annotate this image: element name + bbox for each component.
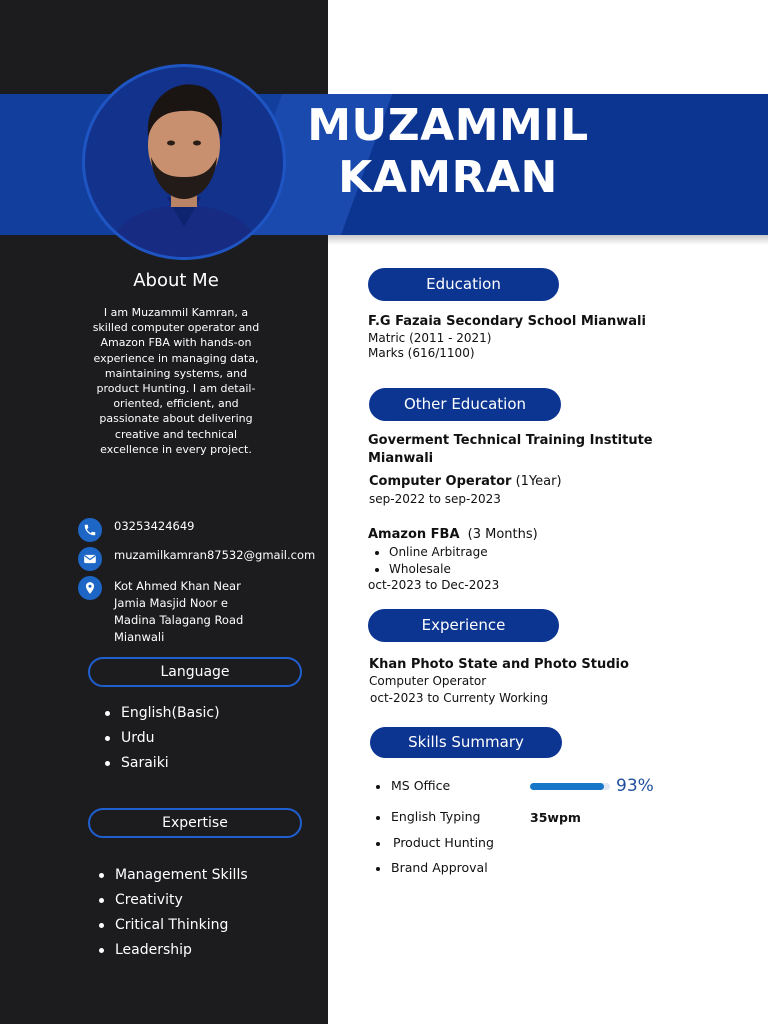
company-name: Khan Photo State and Photo Studio	[369, 657, 629, 672]
course-dates: sep-2022 to sep-2023	[369, 492, 501, 506]
name-first: MUZAMMIL	[307, 100, 589, 151]
phone-icon	[78, 518, 102, 542]
name-last: KAMRAN	[338, 152, 558, 203]
skill-progress-bar	[530, 783, 610, 790]
skill-label: Brand Approval	[391, 860, 488, 875]
job-role: Computer Operator	[369, 674, 487, 688]
address-line: Kot Ahmed Khan Near	[114, 579, 241, 593]
list-item: Wholesale	[369, 562, 488, 579]
other-education-heading: Other Education	[369, 388, 561, 421]
expertise-heading: Expertise	[88, 808, 302, 838]
language-list	[103, 703, 220, 778]
language-heading: Language	[88, 657, 302, 687]
expertise-list	[97, 865, 248, 965]
banner-shadow	[328, 235, 768, 245]
address-line: Mianwali	[114, 630, 165, 644]
skill-progress-fill	[530, 783, 604, 790]
skills-heading: Skills Summary	[370, 727, 562, 758]
language-item: Urdu	[103, 728, 220, 753]
education-detail: Matric (2011 - 2021)	[368, 331, 492, 345]
about-title: About Me	[133, 270, 219, 291]
address-line: Jamia Masjid Noor e	[114, 596, 228, 610]
course-name: Amazon FBA	[368, 527, 460, 542]
contact-email	[78, 547, 315, 571]
expertise-item: Management Skills	[97, 865, 248, 890]
course-name: Computer Operator	[369, 474, 512, 489]
education-marks: Marks (616/1100)	[368, 346, 475, 360]
address-line: Madina Talagang Road	[114, 613, 244, 627]
list-item: Online Arbitrage	[369, 545, 488, 562]
profile-photo	[82, 64, 286, 260]
expertise-item: Leadership	[97, 940, 248, 965]
course-duration: (3 Months)	[467, 527, 538, 542]
experience-heading: Experience	[368, 609, 559, 642]
mail-icon	[78, 547, 102, 571]
course-computer-operator	[369, 474, 562, 489]
course-dates: oct-2023 to Dec-2023	[368, 578, 500, 592]
skill-value: 35wpm	[530, 810, 581, 825]
skill-percent: 93%	[616, 776, 654, 796]
school-name: F.G Fazaia Secondary School Mianwali	[368, 314, 646, 329]
skill-label: MS Office	[391, 778, 451, 793]
about-text: I am Muzammil Kamran, a skilled computer operator and Amazon FBA with hands-on experience in managing data, maintaining systems, and product Hunting. I am detail-oriented, efficient, and passionate about delivering creative and technical excellence in every project.	[92, 306, 260, 456]
institute-city: Mianwali	[368, 451, 434, 466]
email-address: muzamilkamran87532@gmail.com	[114, 548, 316, 562]
language-item: Saraiki	[103, 753, 220, 778]
course-amazon-fba	[368, 527, 538, 542]
expertise-item: Critical Thinking	[97, 915, 248, 940]
fba-topics-list	[369, 545, 488, 579]
skill-label: English Typing	[391, 809, 481, 824]
course-duration: (1Year)	[515, 474, 562, 489]
location-pin-icon	[78, 576, 102, 600]
contact-address	[78, 576, 243, 646]
job-dates: oct-2023 to Currenty Working	[370, 691, 549, 705]
contact-phone	[78, 518, 194, 542]
person-icon	[85, 67, 283, 257]
expertise-item: Creativity	[97, 890, 248, 915]
institute-name: Goverment Technical Training Institute	[368, 433, 653, 448]
language-item: English(Basic)	[103, 703, 220, 728]
phone-number: 03253424649	[114, 519, 195, 533]
address	[114, 578, 243, 646]
skill-label: Product Hunting	[393, 835, 494, 850]
education-heading: Education	[368, 268, 559, 301]
candidate-name	[290, 100, 606, 204]
